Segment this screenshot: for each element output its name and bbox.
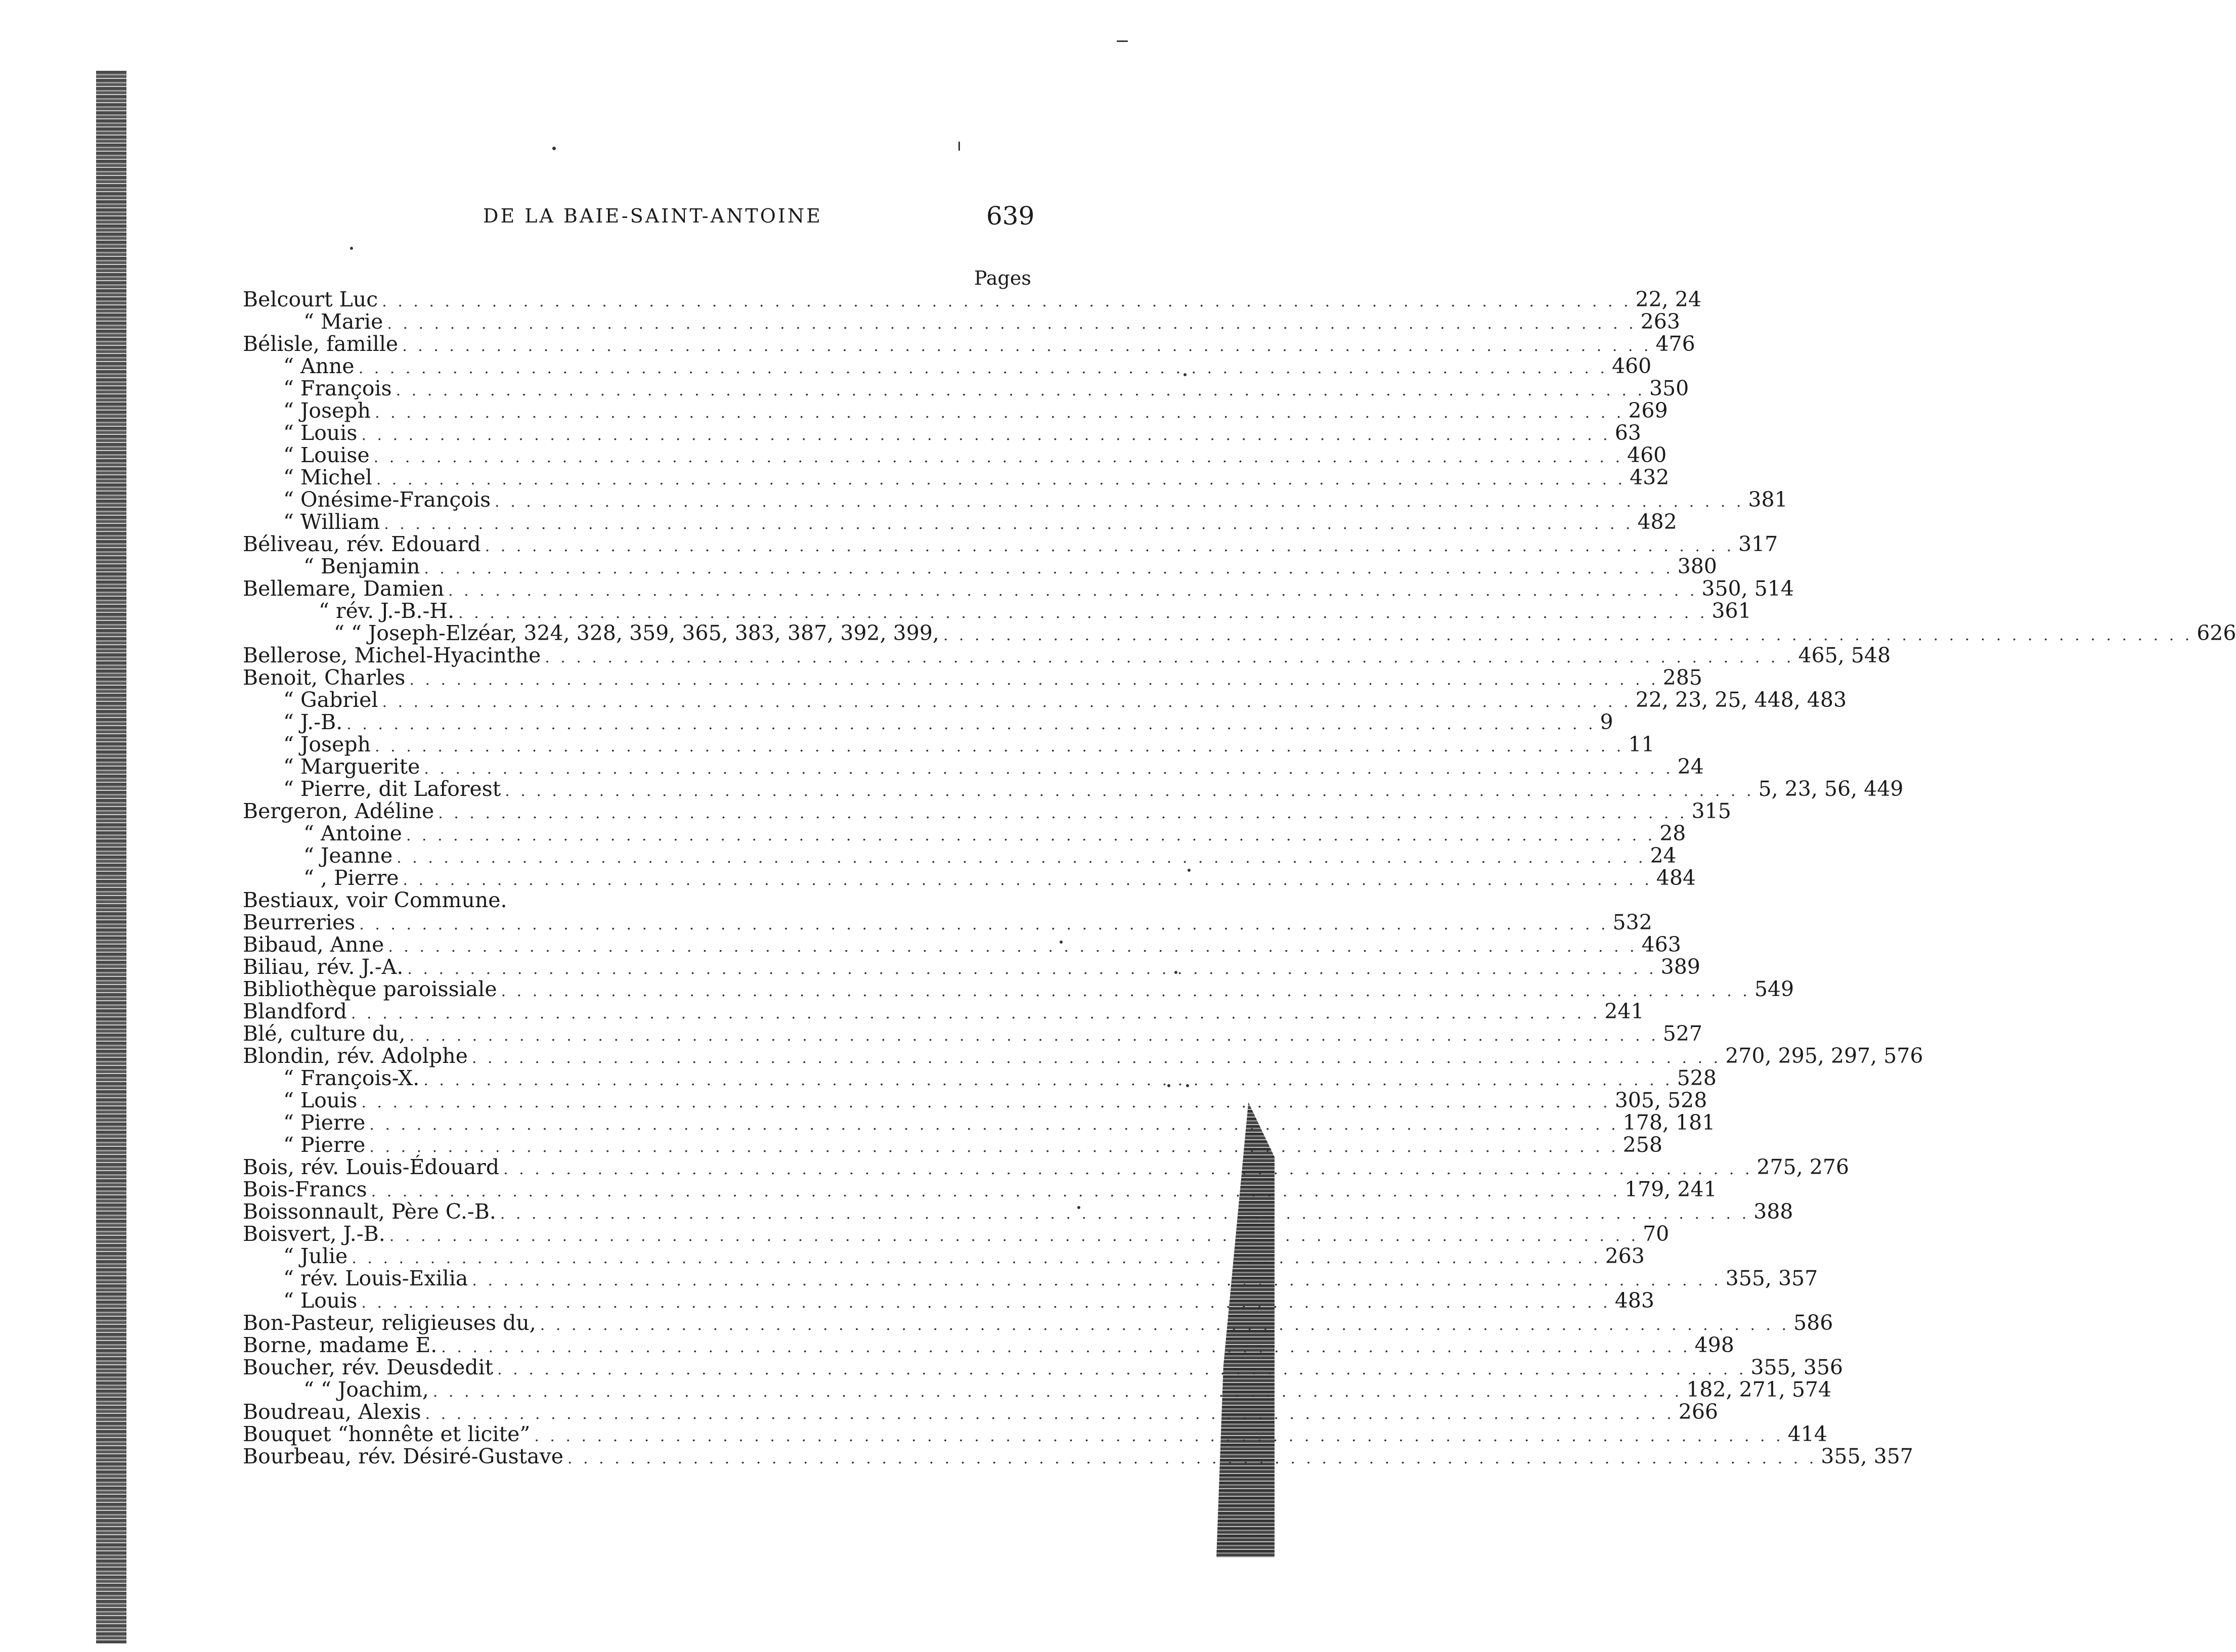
- index-entry: [243, 599, 1751, 623]
- index-entry: [243, 710, 1613, 734]
- entry-label: “ Marguerite: [283, 754, 420, 779]
- entry-pages: 24: [1677, 754, 1704, 779]
- index-entry: [243, 376, 1689, 400]
- dot-leader: . . . . . . . . . . . . . . . . . . . . . . . . . . . . . . . . . . . . . . . . . . . . . . . . . . . . . . . . . . . . . . . . . . . . . . . . . . . . . . . .: [387, 315, 1637, 333]
- dot-leader: . . . . . . . . . . . . . . . . . . . . . . . . . . . . . . . . . . . . . . . . . . . . . . . . . . . . . . . . . . . . . . . . . . . . . . . . . . . . . . . .: [402, 337, 1652, 355]
- entry-pages: 484: [1656, 866, 1696, 890]
- index-entry: [243, 1177, 1717, 1201]
- entry-pages: 269: [1628, 398, 1668, 423]
- entry-label: “ Pierre, dit Laforest: [283, 777, 501, 801]
- entry-pages: 626: [2197, 621, 2236, 645]
- index-entry: [243, 1222, 1670, 1246]
- page-number: 639: [986, 201, 1035, 231]
- index-entry: [243, 1155, 1849, 1179]
- index-entry: [243, 1444, 1913, 1468]
- entry-pages: 355, 357: [1821, 1444, 1913, 1468]
- entry-pages: 463: [1641, 932, 1681, 957]
- entry-label: “ Michel: [283, 465, 372, 489]
- entry-label: Bibliothèque paroissiale: [243, 977, 497, 1001]
- entry-label: “ Louis: [283, 1288, 358, 1313]
- dot-leader: . . . . . . . . . . . . . . . . . . . . . . . . . . . . . . . . . . . . . . . . . . . . . . . . . . . . . . . . . . . . . . . . . . . . . . . . . . . . . . . .: [424, 560, 1674, 577]
- entry-label: Belcourt Luc: [243, 287, 378, 311]
- entry-pages: 498: [1694, 1333, 1734, 1357]
- dot-leader: . . . . . . . . . . . . . . . . . . . . . . . . . . . . . . . . . . . . . . . . . . . . . . . . . . . . . . . . . . . . . . . . . . . . . . . . . . . . . . . .: [397, 849, 1646, 867]
- index-entry: [243, 487, 1788, 512]
- dot-leader: . . . . . . . . . . . . . . . . . . . . . . . . . . . . . . . . . . . . . . . . . . . . . . . . . . . . . . . . . . . . . . . . . . . . . . . . . . . . . . . .: [448, 582, 1698, 600]
- entry-pages: 380: [1677, 554, 1717, 578]
- entry-pages: 263: [1640, 309, 1680, 334]
- entry-label: “ Jeanne: [303, 843, 393, 868]
- index-entry: [243, 1199, 1793, 1224]
- index-entry: [243, 398, 1668, 423]
- entry-pages: 350: [1649, 376, 1689, 400]
- entry-label: “ Joseph: [283, 732, 371, 756]
- index-entry: [243, 889, 1032, 911]
- dot-leader: . . . . . . . . . . . . . . . . . . . . . . . . . . . . . . . . . . . . . . . . . . . . . . . . . . . . . . . . . . . . . . . . . . . . . . . . . . . . . . . .: [534, 1427, 1784, 1445]
- entry-pages: 22, 23, 25, 448, 483: [1635, 688, 1847, 712]
- entry-label: Bois, rév. Louis-Édouard: [243, 1155, 500, 1179]
- entry-pages: 270, 295, 297, 576: [1725, 1044, 1923, 1068]
- dot-leader: . . . . . . . . . . . . . . . . . . . . . . . . . . . . . . . . . . . . . . . . . . . . . . . . . . . . . . . . . . . . . . . . . . . . . . . . . . . . . . . .: [505, 782, 1755, 800]
- entry-pages: 305, 528: [1614, 1088, 1707, 1112]
- entry-pages: 465, 548: [1798, 643, 1891, 667]
- entry-pages: 389: [1660, 955, 1700, 979]
- index-entry: [243, 1244, 1645, 1268]
- entry-label: Blandford: [243, 999, 347, 1023]
- index-entry: [243, 576, 1794, 601]
- entry-label: Bon-Pasteur, religieuses du,: [243, 1311, 536, 1335]
- entry-pages: 460: [1611, 354, 1652, 378]
- entry-label: “ Marie: [303, 309, 383, 334]
- dot-leader: . . . . . . . . . . . . . . . . . . . . . . . . . . . . . . . . . . . . . . . . . . . . . . . . . . . . . . . . . . . . . . . . . . . . . . . . . . . . . . . .: [503, 1160, 1753, 1178]
- entry-pages: 275, 276: [1757, 1155, 1849, 1179]
- entry-label: Bois-Francs: [243, 1177, 367, 1201]
- index-entry: [243, 688, 1847, 712]
- index-entry: [243, 843, 1677, 868]
- scan-speck: [350, 247, 353, 250]
- entry-label: “ Pierre: [283, 1110, 366, 1135]
- dot-leader: . . . . . . . . . . . . . . . . . . . . . . . . . . . . . . . . . . . . . . . . . . . . . . . . . . . . . . . . . . . . . . . . . . . . . . . . . . . . . . . .: [438, 805, 1688, 822]
- dot-leader: . . . . . . . . . . . . . . . . . . . . . . . . . . . . . . . . . . . . . . . . . . . . . . . . . . . . . . . . . . . . . . . . . . . . . . . . . . . . . . . .: [545, 649, 1794, 666]
- index-list: [243, 287, 2236, 1468]
- entry-label: “ “ Joseph-Elzéar, 324, 328, 359, 365, 383, 387, 392, 399,: [334, 621, 939, 645]
- index-entry: [243, 932, 1681, 957]
- index-entry: [243, 799, 1731, 823]
- index-entry: [243, 443, 1667, 467]
- entry-label: “ Louise: [283, 443, 370, 467]
- dot-leader: . . . . . . . . . . . . . . . . . . . . . . . . . . . . . . . . . . . . . . . . . . . . . . . . . . . . . . . . . . . . . . . . . . . . . . . . . . . . . . . .: [458, 604, 1708, 622]
- entry-pages: 414: [1787, 1422, 1827, 1446]
- index-entry: [243, 1066, 1717, 1090]
- index-entry: [243, 1088, 1707, 1112]
- index-entry: [243, 1355, 1843, 1379]
- entry-label: Bergeron, Adéline: [243, 799, 434, 823]
- dot-leader: . . . . . . . . . . . . . . . . . . . . . . . . . . . . . . . . . . . . . . . . . . . . . . . . . . . . . . . . . . . . . . . . . . . . . . . . . . . . . . . .: [359, 916, 1609, 933]
- index-entry: [243, 1400, 1719, 1424]
- index-entry: [243, 554, 1717, 578]
- entry-label: Beurreries: [243, 910, 356, 934]
- index-entry: [243, 1266, 1818, 1290]
- entry-pages: 258: [1623, 1133, 1662, 1157]
- dot-leader: . . . . . . . . . . . . . . . . . . . . . . . . . . . . . . . . . . . . . . . . . . . . . . . . . . . . . . . . . . . . . . . . . . . . . . . . . . . . . . . .: [361, 1294, 1611, 1312]
- dot-leader: . . . . . . . . . . . . . . . . . . . . . . . . . . . . . . . . . . . . . . . . . . . . . . . . . . . . . . . . . . . . . . . . . . . . . . . . . . . . . . . .: [346, 716, 1596, 733]
- index-entry: [243, 1133, 1662, 1157]
- dot-leader: . . . . . . . . . . . . . . . . . . . . . . . . . . . . . . . . . . . . . . . . . . . . . . . . . . . . . . . . . . . . . . . . . . . . . . . . . . . . . . . .: [371, 1183, 1620, 1200]
- entry-label: “ Benjamin: [303, 554, 420, 578]
- entry-label: “ François-X.: [283, 1066, 420, 1090]
- entry-label: “ Anne: [283, 354, 355, 378]
- entry-label: Bibaud, Anne: [243, 932, 384, 957]
- dot-leader: . . . . . . . . . . . . . . . . . . . . . . . . . . . . . . . . . . . . . . . . . . . . . . . . . . . . . . . . . . . . . . . . . . . . . . . . . . . . . . . .: [384, 515, 1634, 533]
- dot-leader: . . . . . . . . . . . . . . . . . . . . . . . . . . . . . . . . . . . . . . . . . . . . . . . . . . . . . . . . . . . . . . . . . . . . . . . . . . . . . . . .: [375, 738, 1625, 755]
- dot-leader: . . . . . . . . . . . . . . . . . . . . . . . . . . . . . . . . . . . . . . . . . . . . . . . . . . . . . . . . . . . . . . . . . . . . . . . . . . . . . . . .: [540, 1316, 1790, 1334]
- entry-label: Bellemare, Damien: [243, 576, 445, 601]
- dot-leader: . . . . . . . . . . . . . . . . . . . . . . . . . . . . . . . . . . . . . . . . . . . . . . . . . . . . . . . . . . . . . . . . . . . . . . . . . . . . . . . .: [369, 1116, 1619, 1134]
- index-entry: [243, 977, 1794, 1001]
- dot-leader: . . . . . . . . . . . . . . . . . . . . . . . . . . . . . . . . . . . . . . . . . . . . . . . . . . . . . . . . . . . . . . . . . . . . . . . . . . . . . . . .: [943, 627, 2193, 644]
- entry-label: Bestiaux, voir Commune.: [243, 888, 507, 912]
- entry-pages: 9: [1600, 710, 1613, 734]
- entry-pages: 528: [1677, 1066, 1717, 1090]
- left-binding-edge: [96, 71, 126, 1643]
- index-entry: [243, 1422, 1827, 1446]
- entry-label: Boudreau, Alexis: [243, 1400, 421, 1424]
- entry-label: “ J.-B.: [283, 710, 343, 734]
- scan-speck: [958, 142, 960, 151]
- entry-pages: 476: [1655, 332, 1695, 356]
- entry-pages: 388: [1753, 1199, 1793, 1224]
- entry-pages: 532: [1612, 910, 1652, 934]
- entry-label: Blé, culture du,: [243, 1021, 406, 1046]
- dot-leader: . . . . . . . . . . . . . . . . . . . . . . . . . . . . . . . . . . . . . . . . . . . . . . . . . . . . . . . . . . . . . . . . . . . . . . . . . . . . . . . .: [376, 471, 1626, 488]
- dot-leader: . . . . . . . . . . . . . . . . . . . . . . . . . . . . . . . . . . . . . . . . . . . . . . . . . . . . . . . . . . . . . . . . . . . . . . . . . . . . . . . .: [369, 1138, 1619, 1156]
- entry-pages: 24: [1650, 843, 1677, 868]
- index-entry: [243, 665, 1702, 690]
- entry-pages: 315: [1691, 799, 1731, 823]
- entry-pages: 5, 23, 56, 449: [1758, 777, 1904, 801]
- entry-label: Boissonnault, Père C.-B.: [243, 1199, 496, 1224]
- index-entry: [243, 1333, 1734, 1357]
- entry-pages: 527: [1662, 1021, 1703, 1046]
- entry-label: Blondin, rév. Adolphe: [243, 1044, 468, 1068]
- dot-leader: . . . . . . . . . . . . . . . . . . . . . . . . . . . . . . . . . . . . . . . . . . . . . . . . . . . . . . . . . . . . . . . . . . . . . . . . . . . . . . . .: [382, 693, 1632, 711]
- entry-pages: 482: [1637, 510, 1677, 534]
- entry-pages: 355, 357: [1725, 1266, 1818, 1290]
- entry-label: Bellerose, Michel-Hyacinthe: [243, 643, 541, 667]
- dot-leader: . . . . . . . . . . . . . . . . . . . . . . . . . . . . . . . . . . . . . . . . . . . . . . . . . . . . . . . . . . . . . . . . . . . . . . . . . . . . . . . .: [358, 360, 1608, 377]
- entry-label: Biliau, rév. J.-A.: [243, 955, 404, 979]
- dot-leader: . . . . . . . . . . . . . . . . . . . . . . . . . . . . . . . . . . . . . . . . . . . . . . . . . . . . . . . . . . . . . . . . . . . . . . . . . . . . . . . .: [423, 1071, 1673, 1089]
- index-entry: [243, 1377, 1832, 1402]
- entry-pages: 361: [1712, 599, 1751, 623]
- index-entry: [243, 999, 1644, 1023]
- dot-leader: . . . . . . . . . . . . . . . . . . . . . . . . . . . . . . . . . . . . . . . . . . . . . . . . . . . . . . . . . . . . . . . . . . . . . . . . . . . . . . . .: [373, 449, 1623, 466]
- dot-leader: . . . . . . . . . . . . . . . . . . . . . . . . . . . . . . . . . . . . . . . . . . . . . . . . . . . . . . . . . . . . . . . . . . . . . . . . . . . . . . . .: [500, 1205, 1750, 1223]
- entry-pages: 263: [1605, 1244, 1645, 1268]
- index-entry: [243, 866, 1696, 890]
- entry-label: Borne, madame E.: [243, 1333, 437, 1357]
- entry-pages: 70: [1643, 1222, 1670, 1246]
- entry-pages: 381: [1748, 487, 1788, 512]
- entry-label: “ rév. Louis-Exilia: [283, 1266, 468, 1290]
- index-entry: [243, 1044, 1923, 1068]
- entry-pages: 317: [1738, 532, 1778, 556]
- entry-pages: 11: [1628, 732, 1655, 756]
- scan-speck: [1117, 40, 1128, 42]
- entry-label: “ Gabriel: [283, 688, 378, 712]
- dot-leader: . . . . . . . . . . . . . . . . . . . . . . . . . . . . . . . . . . . . . . . . . . . . . . . . . . . . . . . . . . . . . . . . . . . . . . . . . . . . . . . .: [497, 1361, 1747, 1378]
- entry-label: “ William: [283, 510, 380, 534]
- index-entry: [243, 1110, 1716, 1135]
- entry-label: Benoit, Charles: [243, 665, 406, 690]
- entry-pages: 182, 271, 574: [1686, 1377, 1832, 1402]
- dot-leader: . . . . . . . . . . . . . . . . . . . . . . . . . . . . . . . . . . . . . . . . . . . . . . . . . . . . . . . . . . . . . . . . . . . . . . . . . . . . . . . .: [432, 1383, 1683, 1401]
- entry-pages: 28: [1659, 821, 1686, 845]
- dot-leader: . . . . . . . . . . . . . . . . . . . . . . . . . . . . . . . . . . . . . . . . . . . . . . . . . . . . . . . . . . . . . . . . . . . . . . . . . . . . . . . .: [425, 1405, 1675, 1423]
- entry-pages: 460: [1627, 443, 1667, 467]
- entry-pages: 241: [1604, 999, 1644, 1023]
- entry-label: “ Louis: [283, 421, 358, 445]
- dot-leader: . . . . . . . . . . . . . . . . . . . . . . . . . . . . . . . . . . . . . . . . . . . . . . . . . . . . . . . . . . . . . . . . . . . . . . . . . . . . . . . .: [351, 1005, 1601, 1022]
- index-entry: [243, 421, 1641, 445]
- entry-label: Bourbeau, rév. Désiré-Gustave: [243, 1444, 564, 1468]
- entry-pages: 350, 514: [1701, 576, 1794, 601]
- index-entry: [243, 354, 1652, 378]
- entry-label: Boisvert, J.-B.: [243, 1222, 385, 1246]
- index-entry: [243, 1288, 1654, 1313]
- dot-leader: . . . . . . . . . . . . . . . . . . . . . . . . . . . . . . . . . . . . . . . . . . . . . . . . . . . . . . . . . . . . . . . . . . . . . . . . . . . . . . . .: [409, 671, 1659, 689]
- entry-pages: 432: [1630, 465, 1670, 489]
- dot-leader: . . . . . . . . . . . . . . . . . . . . . . . . . . . . . . . . . . . . . . . . . . . . . . . . . . . . . . . . . . . . . . . . . . . . . . . . . . . . . . . .: [407, 960, 1657, 978]
- dot-leader: . . . . . . . . . . . . . . . . . . . . . . . . . . . . . . . . . . . . . . . . . . . . . . . . . . . . . . . . . . . . . . . . . . . . . . . . . . . . . . . .: [389, 1227, 1639, 1245]
- entry-pages: 178, 181: [1623, 1110, 1716, 1135]
- entry-label: “ “ Joachim,: [303, 1377, 429, 1402]
- dot-leader: . . . . . . . . . . . . . . . . . . . . . . . . . . . . . . . . . . . . . . . . . . . . . . . . . . . . . . . . . . . . . . . . . . . . . . . . . . . . . . . .: [388, 938, 1638, 956]
- entry-pages: 179, 241: [1624, 1177, 1717, 1201]
- index-entry: [243, 465, 1670, 489]
- dot-leader: . . . . . . . . . . . . . . . . . . . . . . . . . . . . . . . . . . . . . . . . . . . . . . . . . . . . . . . . . . . . . . . . . . . . . . . . . . . . . . . .: [406, 827, 1656, 844]
- dot-leader: . . . . . . . . . . . . . . . . . . . . . . . . . . . . . . . . . . . . . . . . . . . . . . . . . . . . . . . . . . . . . . . . . . . . . . . . . . . . . . . .: [441, 1338, 1691, 1356]
- entry-label: “ rév. J.-B.-H.: [319, 599, 455, 623]
- index-entry: [243, 754, 1704, 779]
- index-entry: [243, 643, 1891, 667]
- entry-pages: 63: [1614, 421, 1641, 445]
- entry-label: Béliveau, rév. Edouard: [243, 532, 481, 556]
- index-entry: [243, 910, 1652, 934]
- entry-label: “ Julie: [283, 1244, 348, 1268]
- dot-leader: . . . . . . . . . . . . . . . . . . . . . . . . . . . . . . . . . . . . . . . . . . . . . . . . . . . . . . . . . . . . . . . . . . . . . . . . . . . . . . . .: [567, 1450, 1817, 1467]
- entry-pages: 483: [1614, 1288, 1654, 1313]
- index-entry: [243, 621, 2236, 645]
- dot-leader: . . . . . . . . . . . . . . . . . . . . . . . . . . . . . . . . . . . . . . . . . . . . . . . . . . . . . . . . . . . . . . . . . . . . . . . . . . . . . . . .: [501, 983, 1750, 1000]
- entry-label: Bouquet “honnête et licite”: [243, 1422, 531, 1446]
- index-entry: [243, 821, 1686, 845]
- entry-pages: 22, 24: [1635, 287, 1701, 311]
- entry-label: “ Onésime-François: [283, 487, 491, 512]
- dot-leader: . . . . . . . . . . . . . . . . . . . . . . . . . . . . . . . . . . . . . . . . . . . . . . . . . . . . . . . . . . . . . . . . . . . . . . . . . . . . . . . .: [352, 1249, 1601, 1267]
- index-entry: [243, 510, 1677, 534]
- entry-label: “ François: [283, 376, 392, 400]
- dot-leader: . . . . . . . . . . . . . . . . . . . . . . . . . . . . . . . . . . . . . . . . . . . . . . . . . . . . . . . . . . . . . . . . . . . . . . . . . . . . . . . .: [424, 760, 1674, 778]
- dot-leader: . . . . . . . . . . . . . . . . . . . . . . . . . . . . . . . . . . . . . . . . . . . . . . . . . . . . . . . . . . . . . . . . . . . . . . . . . . . . . . . .: [361, 1094, 1611, 1111]
- index-entry: [243, 287, 1701, 311]
- entry-label: “ Antoine: [303, 821, 402, 845]
- dot-leader: . . . . . . . . . . . . . . . . . . . . . . . . . . . . . . . . . . . . . . . . . . . . . . . . . . . . . . . . . . . . . . . . . . . . . . . . . . . . . . . .: [361, 426, 1611, 444]
- entry-pages: 586: [1793, 1311, 1833, 1335]
- dot-leader: . . . . . . . . . . . . . . . . . . . . . . . . . . . . . . . . . . . . . . . . . . . . . . . . . . . . . . . . . . . . . . . . . . . . . . . . . . . . . . . .: [375, 404, 1625, 422]
- entry-label: “ Joseph: [283, 398, 371, 423]
- index-entry: [243, 532, 1778, 556]
- dot-leader: . . . . . . . . . . . . . . . . . . . . . . . . . . . . . . . . . . . . . . . . . . . . . . . . . . . . . . . . . . . . . . . . . . . . . . . . . . . . . . . .: [409, 1027, 1659, 1045]
- entry-pages: 549: [1754, 977, 1794, 1001]
- index-entry: [243, 1311, 1833, 1335]
- entry-pages: 355, 356: [1750, 1355, 1843, 1379]
- entry-label: Boucher, rév. Deusdedit: [243, 1355, 494, 1379]
- entry-label: “ , Pierre: [303, 866, 399, 890]
- index-entry: [243, 732, 1655, 756]
- entry-pages: 285: [1662, 665, 1702, 690]
- index-entry: [243, 332, 1695, 356]
- running-title: DE LA BAIE-SAINT-ANTOINE: [483, 205, 822, 227]
- dot-leader: . . . . . . . . . . . . . . . . . . . . . . . . . . . . . . . . . . . . . . . . . . . . . . . . . . . . . . . . . . . . . . . . . . . . . . . . . . . . . . . .: [396, 382, 1645, 399]
- dot-leader: . . . . . . . . . . . . . . . . . . . . . . . . . . . . . . . . . . . . . . . . . . . . . . . . . . . . . . . . . . . . . . . . . . . . . . . . . . . . . . . .: [472, 1272, 1722, 1289]
- entry-label: Bélisle, famille: [243, 332, 399, 356]
- dot-leader: . . . . . . . . . . . . . . . . . . . . . . . . . . . . . . . . . . . . . . . . . . . . . . . . . . . . . . . . . . . . . . . . . . . . . . . . . . . . . . . .: [403, 871, 1652, 889]
- dot-leader: . . . . . . . . . . . . . . . . . . . . . . . . . . . . . . . . . . . . . . . . . . . . . . . . . . . . . . . . . . . . . . . . . . . . . . . . . . . . . . . .: [471, 1049, 1722, 1067]
- index-entry: [243, 777, 1904, 801]
- index-entry: [243, 1021, 1703, 1046]
- dot-leader: . . . . . . . . . . . . . . . . . . . . . . . . . . . . . . . . . . . . . . . . . . . . . . . . . . . . . . . . . . . . . . . . . . . . . . . . . . . . . . . .: [485, 538, 1734, 555]
- index-entry: [243, 309, 1680, 334]
- pages-column-label: Pages: [974, 267, 1031, 289]
- index-entry: [243, 955, 1700, 979]
- entry-pages: 266: [1678, 1400, 1719, 1424]
- entry-label: “ Louis: [283, 1088, 358, 1112]
- entry-label: “ Pierre: [283, 1133, 366, 1157]
- scan-speck: [552, 147, 556, 150]
- dot-leader: . . . . . . . . . . . . . . . . . . . . . . . . . . . . . . . . . . . . . . . . . . . . . . . . . . . . . . . . . . . . . . . . . . . . . . . . . . . . . . . .: [495, 493, 1744, 511]
- dot-leader: . . . . . . . . . . . . . . . . . . . . . . . . . . . . . . . . . . . . . . . . . . . . . . . . . . . . . . . . . . . . . . . . . . . . . . . . . . . . . . . .: [382, 293, 1632, 310]
